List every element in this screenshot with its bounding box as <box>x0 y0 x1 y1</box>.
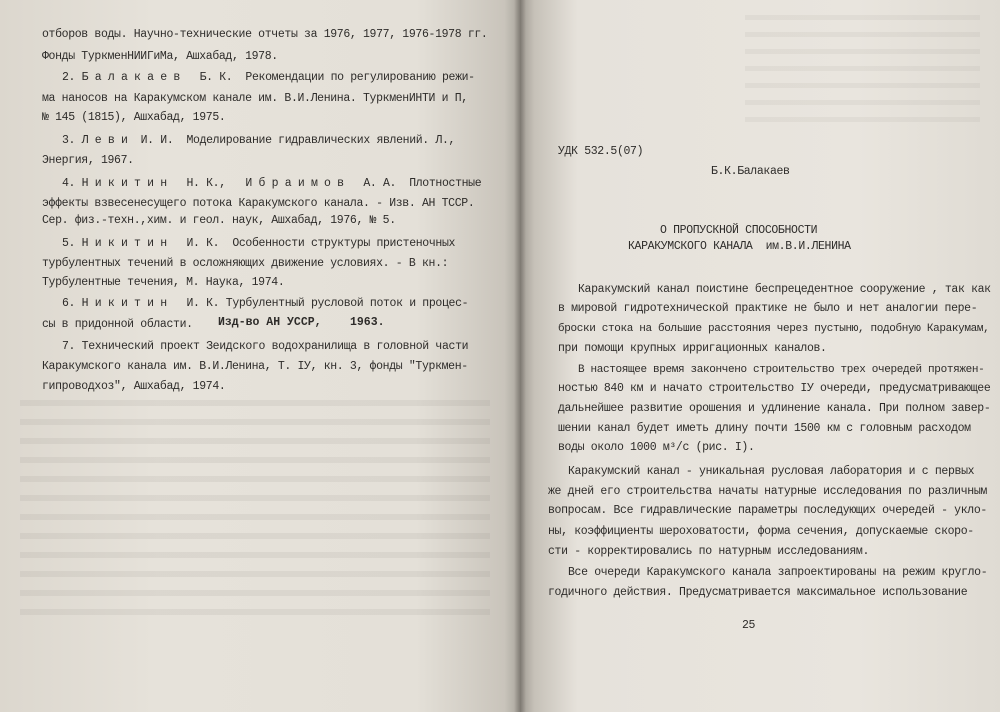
paragraph-line: воды около 1000 м³/с (рис. I). <box>558 441 755 454</box>
article-title-line2: КАРАКУМСКОГО КАНАЛА им.В.И.ЛЕНИНА <box>628 240 851 253</box>
paragraph-line: в мировой гидротехнической практике не было и нет аналогии пере- <box>558 302 978 315</box>
text-line: ма наносов на Каракумском канале им. В.И.Ленина. ТуркменИНТИ и П, <box>42 92 468 105</box>
paragraph-line: Каракумский канал - уникальная русловая лаборатория и с первых <box>568 465 975 478</box>
paragraph-line: при помощи крупных ирригационных каналов. <box>558 342 827 355</box>
overprinted-year: 1963. <box>350 316 385 329</box>
page-number: 25 <box>742 619 756 632</box>
text-line: Энергия, 1967. <box>42 154 134 167</box>
paragraph-line: броски стока на большие расстояния через пустыню, подобную Каракумам, <box>558 323 990 335</box>
bleed-through-text <box>745 15 980 125</box>
reference-item: 5. Н и к и т и н И. К. Особенности структуры пристеночных <box>62 237 456 250</box>
paragraph-line: ностью 840 км и начато строительство IУ очереди, предусматривающее <box>558 382 991 395</box>
paragraph-line: Каракумский канал поистине беспрецедентное сооружение , так как <box>578 283 991 296</box>
article-title-line1: О ПРОПУСКНОЙ СПОСОБНОСТИ <box>660 224 818 237</box>
bleed-through-text <box>20 400 490 620</box>
text-line: Сер. физ.-техн.,хим. и геол. наук, Ашхабад, 1976, № 5. <box>42 214 396 227</box>
article-author: Б.К.Балакаев <box>711 165 790 178</box>
text-line: сы в придонной области. <box>42 318 193 331</box>
book-gutter <box>514 0 526 712</box>
paragraph-line: годичного действия. Предусматривается максимальное использование <box>548 586 968 599</box>
text-line: № 145 (1815), Ашхабад, 1975. <box>42 111 226 124</box>
reference-item: 7. Технический проект Зеидского водохранилища в головной части <box>62 340 469 353</box>
paragraph-line: шении канал будет иметь длину почти 1500 км с головным расходом <box>558 422 971 435</box>
paragraph-line: вопросам. Все гидравлические параметры последующих очередей - укло- <box>548 504 987 517</box>
right-page <box>520 0 1000 712</box>
paragraph-line: Все очереди Каракумского канала запроектированы на режим кругло- <box>568 566 988 579</box>
text-line: Турбулентные течения, М. Наука, 1974. <box>42 276 285 289</box>
paragraph-line: дальнейшее развитие орошения и удлинение канала. При полном завер- <box>558 402 991 415</box>
reference-item: 6. Н и к и т и н И. К. Турбулентный русловой поток и процес- <box>62 297 469 310</box>
overprinted-publisher: Изд-во АН УССР, <box>218 316 322 329</box>
paragraph-line: сти - корректировались по натурным исследованиям. <box>548 545 870 558</box>
text-line: гипроводхоз", Ашхабад, 1974. <box>42 380 226 393</box>
reference-item: 3. Л е в и И. И. Моделирование гидравлических явлений. Л., <box>62 134 456 147</box>
text-line: турбулентных течений в осложняющих движение условиях. - В кн.: <box>42 257 449 270</box>
text-line: Фонды ТуркменНИИГиМа, Ашхабад, 1978. <box>42 50 278 63</box>
udc-code: УДК 532.5(07) <box>558 145 644 158</box>
reference-item: 2. Б а л а к а е в Б. К. Рекомендации по регулированию режи- <box>62 71 475 84</box>
paragraph-line: ны, коэффициенты шероховатости, форма сечения, допускаемые скоро- <box>548 525 974 538</box>
paragraph-line: В настоящее время закончено строительство трех очередей протяжен- <box>578 364 985 376</box>
text-line: эффекты взвесенесущего потока Каракумского канала. - Изв. АН ТССР. <box>42 197 475 210</box>
paragraph-line: же дней его строительства начаты натурные исследования по различным <box>548 485 987 498</box>
text-line: Каракумского канала им. В.И.Ленина, Т. IУ, кн. 3, фонды "Туркмен- <box>42 360 468 373</box>
reference-item: 4. Н и к и т и н Н. К., И б р а и м о в А. А. Плотностные <box>62 177 482 190</box>
text-line: отборов воды. Научно-технические отчеты за 1976, 1977, 1976-1978 гг. <box>42 28 488 41</box>
